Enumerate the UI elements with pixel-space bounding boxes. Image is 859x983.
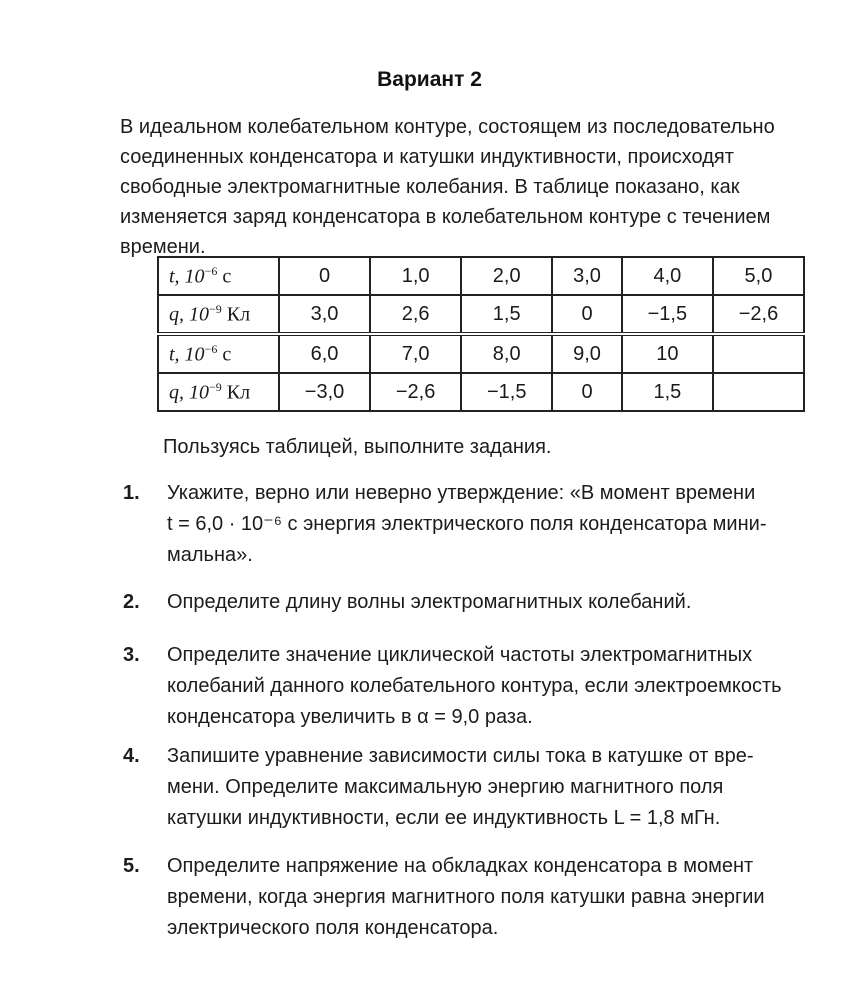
- task-text: [167, 851, 827, 944]
- task-number: 5.: [123, 855, 140, 877]
- task-line: t = 6,0 · 10⁻⁶ с энергия электрического поля конденсатора мини-: [167, 513, 767, 535]
- time-row: [158, 257, 804, 295]
- table-cell: 1,5: [622, 373, 713, 411]
- charge-row: [158, 295, 804, 334]
- time-row-header: t, $10^{-6}$ с: [158, 257, 279, 295]
- task-line: Запишите уравнение зависимости силы тока в катушке от вре-: [167, 745, 754, 767]
- task-line: Определите напряжение на обкладках конденсатора в момент: [167, 855, 754, 877]
- table-cell: 1,0: [370, 257, 461, 295]
- problem-statement: [120, 112, 810, 262]
- task-text: [167, 640, 827, 733]
- task-line: колебаний данного колебательного контура, если электроемкость: [167, 675, 782, 697]
- table-cell: 1,5: [461, 295, 552, 334]
- charge-row-header: q, $10^{-9}$ Кл: [158, 373, 279, 411]
- task-text: [167, 587, 827, 618]
- task-line: Определите длину волны электромагнитных колебаний.: [167, 591, 692, 613]
- table-cell: 10: [622, 334, 713, 373]
- intro-line: В идеальном колебательном контуре, состоящем из последовательно: [120, 116, 775, 138]
- table-cell: 0: [552, 295, 622, 334]
- charge-row: [158, 373, 804, 411]
- table-cell: 3,0: [279, 295, 370, 334]
- instruction-text: Пользуясь таблицей, выполните задания.: [163, 436, 552, 458]
- table-cell: 5,0: [713, 257, 804, 295]
- charge-row-header: q, $10^{-9}$ Кл: [158, 295, 279, 334]
- task-line: электрического поля конденсатора.: [167, 917, 499, 939]
- intro-line: времени.: [120, 236, 206, 258]
- charge-time-table: [157, 256, 805, 412]
- table-cell: 0: [279, 257, 370, 295]
- table-cell: [713, 373, 804, 411]
- task-number: 4.: [123, 745, 140, 767]
- time-row-header: t, $10^{-6}$ с: [158, 334, 279, 373]
- task-line: мальна».: [167, 544, 253, 566]
- table-cell: 4,0: [622, 257, 713, 295]
- table-cell: [713, 334, 804, 373]
- task-line: Определите значение циклической частоты электромагнитных: [167, 644, 753, 666]
- task-line: катушки индуктивности, если ее индуктивность L = 1,8 мГн.: [167, 807, 721, 829]
- table-cell: 0: [552, 373, 622, 411]
- task-number: 3.: [123, 644, 140, 666]
- table-cell: 3,0: [552, 257, 622, 295]
- task-line: Укажите, верно или неверно утверждение: «В момент времени: [167, 482, 756, 504]
- table-cell: 9,0: [552, 334, 622, 373]
- intro-line: свободные электромагнитные колебания. В таблице показано, как: [120, 176, 740, 198]
- table-cell: 8,0: [461, 334, 552, 373]
- task-number: 2.: [123, 591, 140, 613]
- table-cell: 6,0: [279, 334, 370, 373]
- time-row: [158, 334, 804, 373]
- variant-title: Вариант 2: [377, 68, 482, 91]
- table-cell: −2,6: [713, 295, 804, 334]
- table-cell: −1,5: [622, 295, 713, 334]
- task-line: конденсатора увеличить в α = 9,0 раза.: [167, 706, 533, 728]
- task-text: [167, 478, 827, 571]
- task-line: мени. Определите максимальную энергию магнитного поля: [167, 776, 724, 798]
- table-cell: −3,0: [279, 373, 370, 411]
- table-cell: −2,6: [370, 373, 461, 411]
- intro-line: изменяется заряд конденсатора в колебательном контуре с течением: [120, 206, 771, 228]
- task-text: [167, 741, 827, 834]
- table-cell: 2,0: [461, 257, 552, 295]
- table-cell: 2,6: [370, 295, 461, 334]
- intro-line: соединенных конденсатора и катушки индуктивности, происходят: [120, 146, 734, 168]
- table-cell: 7,0: [370, 334, 461, 373]
- task-number: 1.: [123, 482, 140, 504]
- task-line: времени, когда энергия магнитного поля катушки равна энергии: [167, 886, 765, 908]
- table-cell: −1,5: [461, 373, 552, 411]
